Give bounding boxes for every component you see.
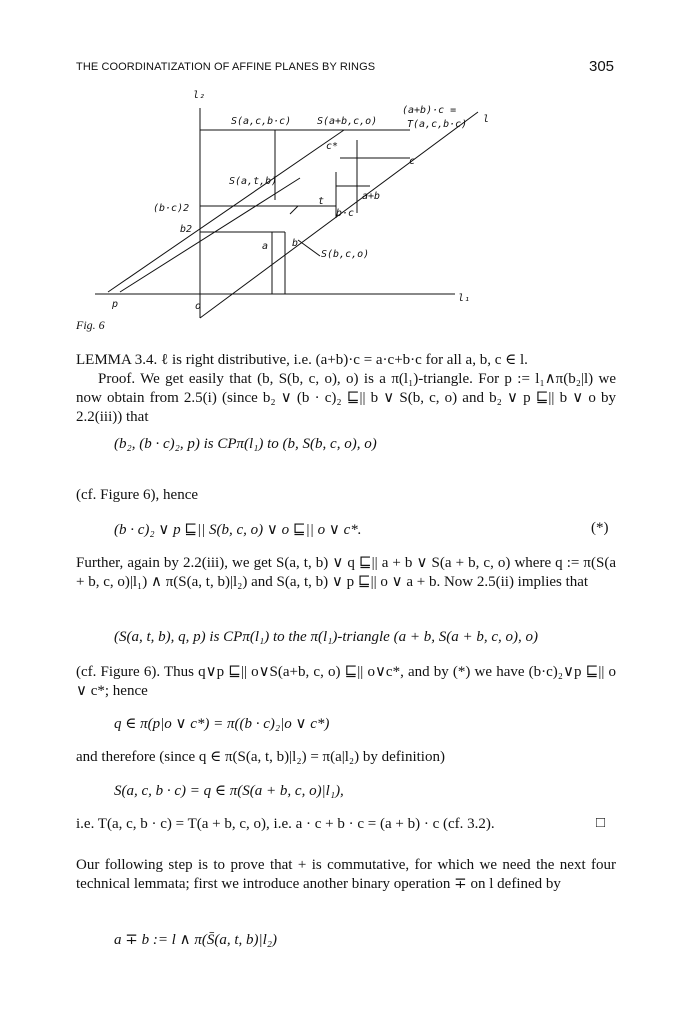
lemma-statement: LEMMA 3.4. ℓ is right distributive, i.e. (a+b)·c = a·c+b·c for all a, b, c ∈ l.: [76, 352, 528, 368]
paragraph-4: and therefore (since q ∈ π(S(a, t, b)|l₂) = π(a|l₂) by definition): [76, 749, 445, 765]
arrow-t: [290, 206, 298, 214]
display-equation-6: a ∓ b := l ∧ π(S̄(a, t, b)|l₂): [114, 932, 278, 948]
qed-symbol: □: [596, 815, 606, 831]
label-bc: b·c: [336, 208, 355, 219]
paragraph-6: Our following step is to prove that + is commutative, for which we need the next four technical lemmata; first we introduce another binary operation ∓ on l defined by: [76, 857, 616, 892]
parallel-p-2: [120, 178, 300, 292]
display-equation-2: (b · c)₂ ∨ p ⊑|| S(b, c, o) ∨ o ⊑|| o ∨ c*.: [114, 522, 362, 538]
paragraph-5: i.e. T(a, c, b · c) = T(a + b, c, o), i.e. a · c + b · c = (a + b) · c (cf. 3.2).: [76, 816, 495, 832]
display-equation-4: q ∈ π(p|o ∨ c*) = π((b · c)₂|o ∨ c*): [114, 716, 330, 732]
label-S-atb: S(a,t,b): [229, 176, 278, 187]
parallel-p-1: [108, 130, 344, 292]
label-l2: l₂: [193, 90, 206, 101]
label-cstar: c*: [326, 141, 339, 152]
equation-tag-star: (*): [591, 520, 609, 536]
label-o: o: [195, 301, 202, 312]
label-a: a: [262, 241, 269, 252]
label-b2: b2: [180, 224, 193, 235]
display-equation-3: (S(a, t, b), q, p) is CPπ(l₁) to the π(l₁)-triangle (a + b, S(a + b, c, o), o): [114, 629, 538, 645]
display-equation-5: S(a, c, b · c) = q ∈ π(S(a + b, c, o)|l₁),: [114, 783, 344, 799]
label-T-acbc: T(a,c,b·c): [407, 119, 468, 130]
cf-figure-1: (cf. Figure 6), hence: [76, 487, 199, 503]
label-l: l: [483, 114, 490, 125]
label-apb: a+b: [362, 191, 381, 202]
running-header: THE COORDINATIZATION OF AFFINE PLANES BY RINGS: [76, 61, 376, 73]
label-c: c: [409, 156, 416, 167]
paragraph-3: (cf. Figure 6). Thus q∨p ⊑|| o∨S(a+b, c, o) ⊑|| o∨c*, and by (*) we have (b·c)₂∨p ⊑|| o ∨ c*; hence: [76, 664, 616, 699]
arrow-b: [298, 240, 320, 256]
label-S-acbc: S(a,c,b·c): [231, 116, 292, 127]
label-apb-c: (a+b)·c =: [402, 105, 457, 116]
label-S-apbco: S(a+b,c,o): [317, 116, 378, 127]
label-b: b: [292, 238, 299, 249]
label-l1: l₁: [458, 293, 471, 304]
page-number: 305: [589, 58, 615, 75]
label-p: p: [112, 299, 119, 310]
label-S-bco: S(b,c,o): [321, 249, 370, 260]
label-t: t: [318, 196, 325, 207]
paragraph-2: Further, again by 2.2(iii), we get S(a, t, b) ∨ q ⊑|| a + b ∨ S(a + b, c, o) where q := π(S(a + b, c, o)|l₁) ∧ π(S(a, t, b)|l₂) and S(a, t, b) ∨ p ⊑|| o ∨ a + b. Now 2.5(ii) implies that: [76, 555, 616, 590]
figure-6: [0, 0, 681, 340]
figure-caption: Fig. 6: [76, 318, 105, 332]
display-equation-1: (b₂, (b · c)₂, p) is CPπ(l₁) to (b, S(b, c, o), o): [114, 436, 377, 452]
proof-paragraph-1: Proof. We get easily that (b, S(b, c, o), o) is a π(l₁)-triangle. For p := l₁∧π(b₂|l) we now obtain from 2.5(i) (since b₂ ∨ (b · c)₂ ⊑|| b ∨ S(b, c, o) and b₂ ∨ p ⊑|| b ∨ o by 2.2(iii)) that: [76, 371, 616, 425]
label-bc2: (b·c)2: [153, 203, 190, 214]
